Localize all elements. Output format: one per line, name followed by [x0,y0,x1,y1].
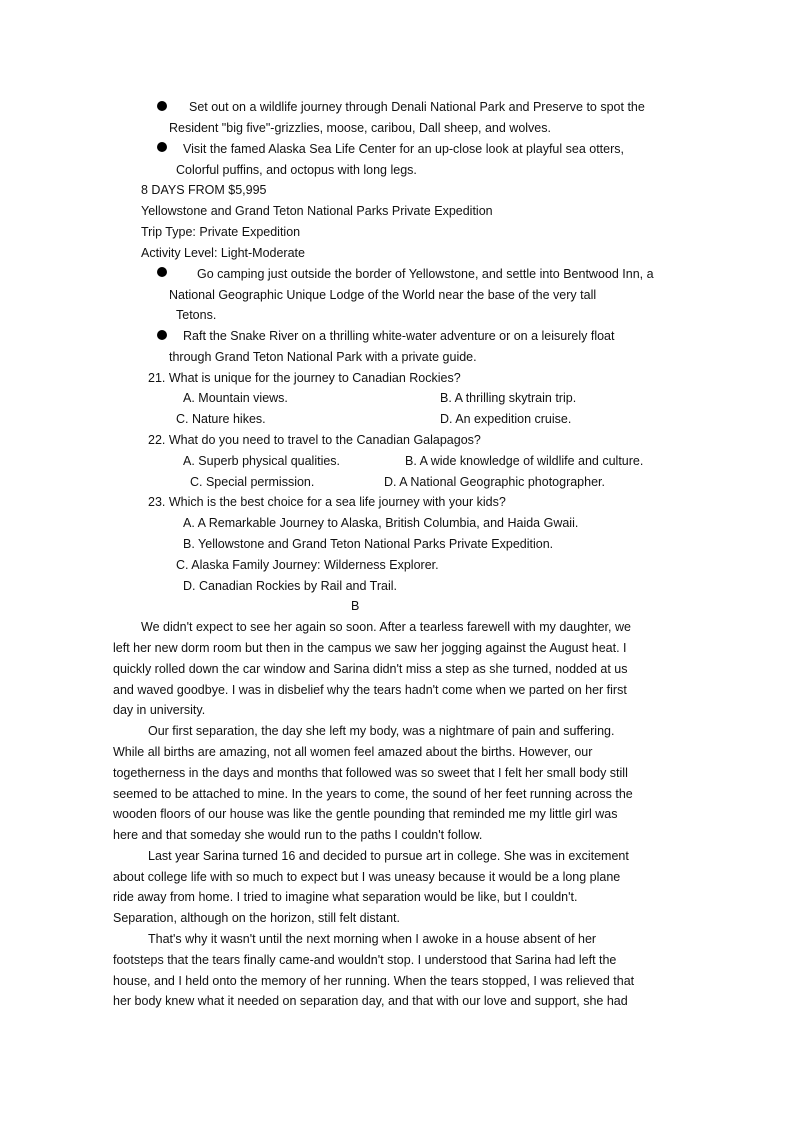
q21-option-c: C. Nature hikes. [176,412,266,426]
q21-option-a: A. Mountain views. [183,391,288,405]
bullet-icon [157,330,167,340]
passage-line: While all births are amazing, not all women feel amazed about the births. However, our [113,745,593,759]
passage-line: footsteps that the tears finally came-and wouldn't stop. I understood that Sarina had left the [113,953,617,967]
bullet-icon [157,142,167,152]
yellowstone-activity: Activity Level: Light-Moderate [141,246,305,260]
passage-line: left her new dorm room but then in the campus we saw her jogging against the August heat. I [113,641,627,655]
passage-line: Last year Sarina turned 16 and decided to pursue art in college. She was in excitement [148,849,629,863]
passage-line: We didn't expect to see her again so soon. After a tearless farewell with my daughter, we [141,620,631,634]
question-21: 21. What is unique for the journey to Canadian Rockies? [148,371,461,385]
passage-line: quickly rolled down the car window and Sarina didn't miss a step as she turned, nodded at us [113,662,628,676]
q21-option-d: D. An expedition cruise. [440,412,572,426]
passage-line: day in university. [113,703,206,717]
passage-line: Our first separation, the day she left my body, was a nightmare of pain and suffering. [148,724,615,738]
passage-line: her body knew what it needed on separation day, and that with our love and support, she had [113,994,628,1008]
passage-line: Separation, although on the horizon, still felt distant. [113,911,400,925]
q23-option-d: D. Canadian Rockies by Rail and Trail. [183,579,397,593]
passage-line: about college life with so much to expect but I was uneasy because it would be a long plane [113,870,621,884]
yellowstone-trip-type: Trip Type: Private Expedition [141,225,301,239]
question-22: 22. What do you need to travel to the Canadian Galapagos? [148,433,481,447]
yellowstone-bullet-1-line-2: National Geographic Unique Lodge of the World near the base of the very tall [169,288,597,302]
yellowstone-title: Yellowstone and Grand Teton National Parks Private Expedition [141,204,493,218]
passage-line: That's why it wasn't until the next morning when I awoke in a house absent of her [148,932,597,946]
bullet-icon [157,101,167,111]
yellowstone-price: 8 DAYS FROM $5,995 [141,183,267,197]
q22-option-b: B. A wide knowledge of wildlife and culture. [405,454,644,468]
passage-line: ride away from home. I tried to imagine what separation would be like, but I couldn't. [113,890,578,904]
yellowstone-bullet-2-line-2: through Grand Teton National Park with a private guide. [169,350,477,364]
q22-option-c: C. Special permission. [190,475,315,489]
bullet-icon [157,267,167,277]
q22-option-a: A. Superb physical qualities. [183,454,341,468]
yellowstone-bullet-1-line-1: Go camping just outside the border of Yellowstone, and settle into Bentwood Inn, a [197,267,654,281]
passage-line: and waved goodbye. I was in disbelief why the tears hadn't come when we parted on her first [113,683,627,697]
alaska-bullet-2-line-2: Colorful puffins, and octopus with long legs. [176,163,417,177]
yellowstone-bullet-1-line-3: Tetons. [176,308,217,322]
passage-line: wooden floors of our house was like the gentle pounding that reminded me my little girl was [113,807,618,821]
alaska-bullet-2-line-1: Visit the famed Alaska Sea Life Center for an up-close look at playful sea otters, [183,142,624,156]
alaska-bullet-1-line-1: Set out on a wildlife journey through Denali National Park and Preserve to spot the [189,100,645,114]
q21-option-b: B. A thrilling skytrain trip. [440,391,577,405]
passage-heading: B [351,599,360,613]
q23-option-b: B. Yellowstone and Grand Teton National Parks Private Expedition. [183,537,554,551]
passage-line: here and that someday she would run to the paths I couldn't follow. [113,828,483,842]
question-23: 23. Which is the best choice for a sea life journey with your kids? [148,495,506,509]
passage-line: seemed to be attached to mine. In the years to come, the sound of her feet running across the [113,787,633,801]
q22-option-d: D. A National Geographic photographer. [384,475,605,489]
passage-line: togetherness in the days and months that followed was so sweet that I felt her small body still [113,766,628,780]
yellowstone-bullet-2-line-1: Raft the Snake River on a thrilling white-water adventure or on a leisurely float [183,329,615,343]
passage-line: house, and I held onto the memory of her running. When the tears stopped, I was relieved that [113,974,635,988]
q23-option-c: C. Alaska Family Journey: Wilderness Explorer. [176,558,439,572]
q23-option-a: A. A Remarkable Journey to Alaska, British Columbia, and Haida Gwaii. [183,516,579,530]
alaska-bullet-1-line-2: Resident "big five"-grizzlies, moose, caribou, Dall sheep, and wolves. [169,121,551,135]
